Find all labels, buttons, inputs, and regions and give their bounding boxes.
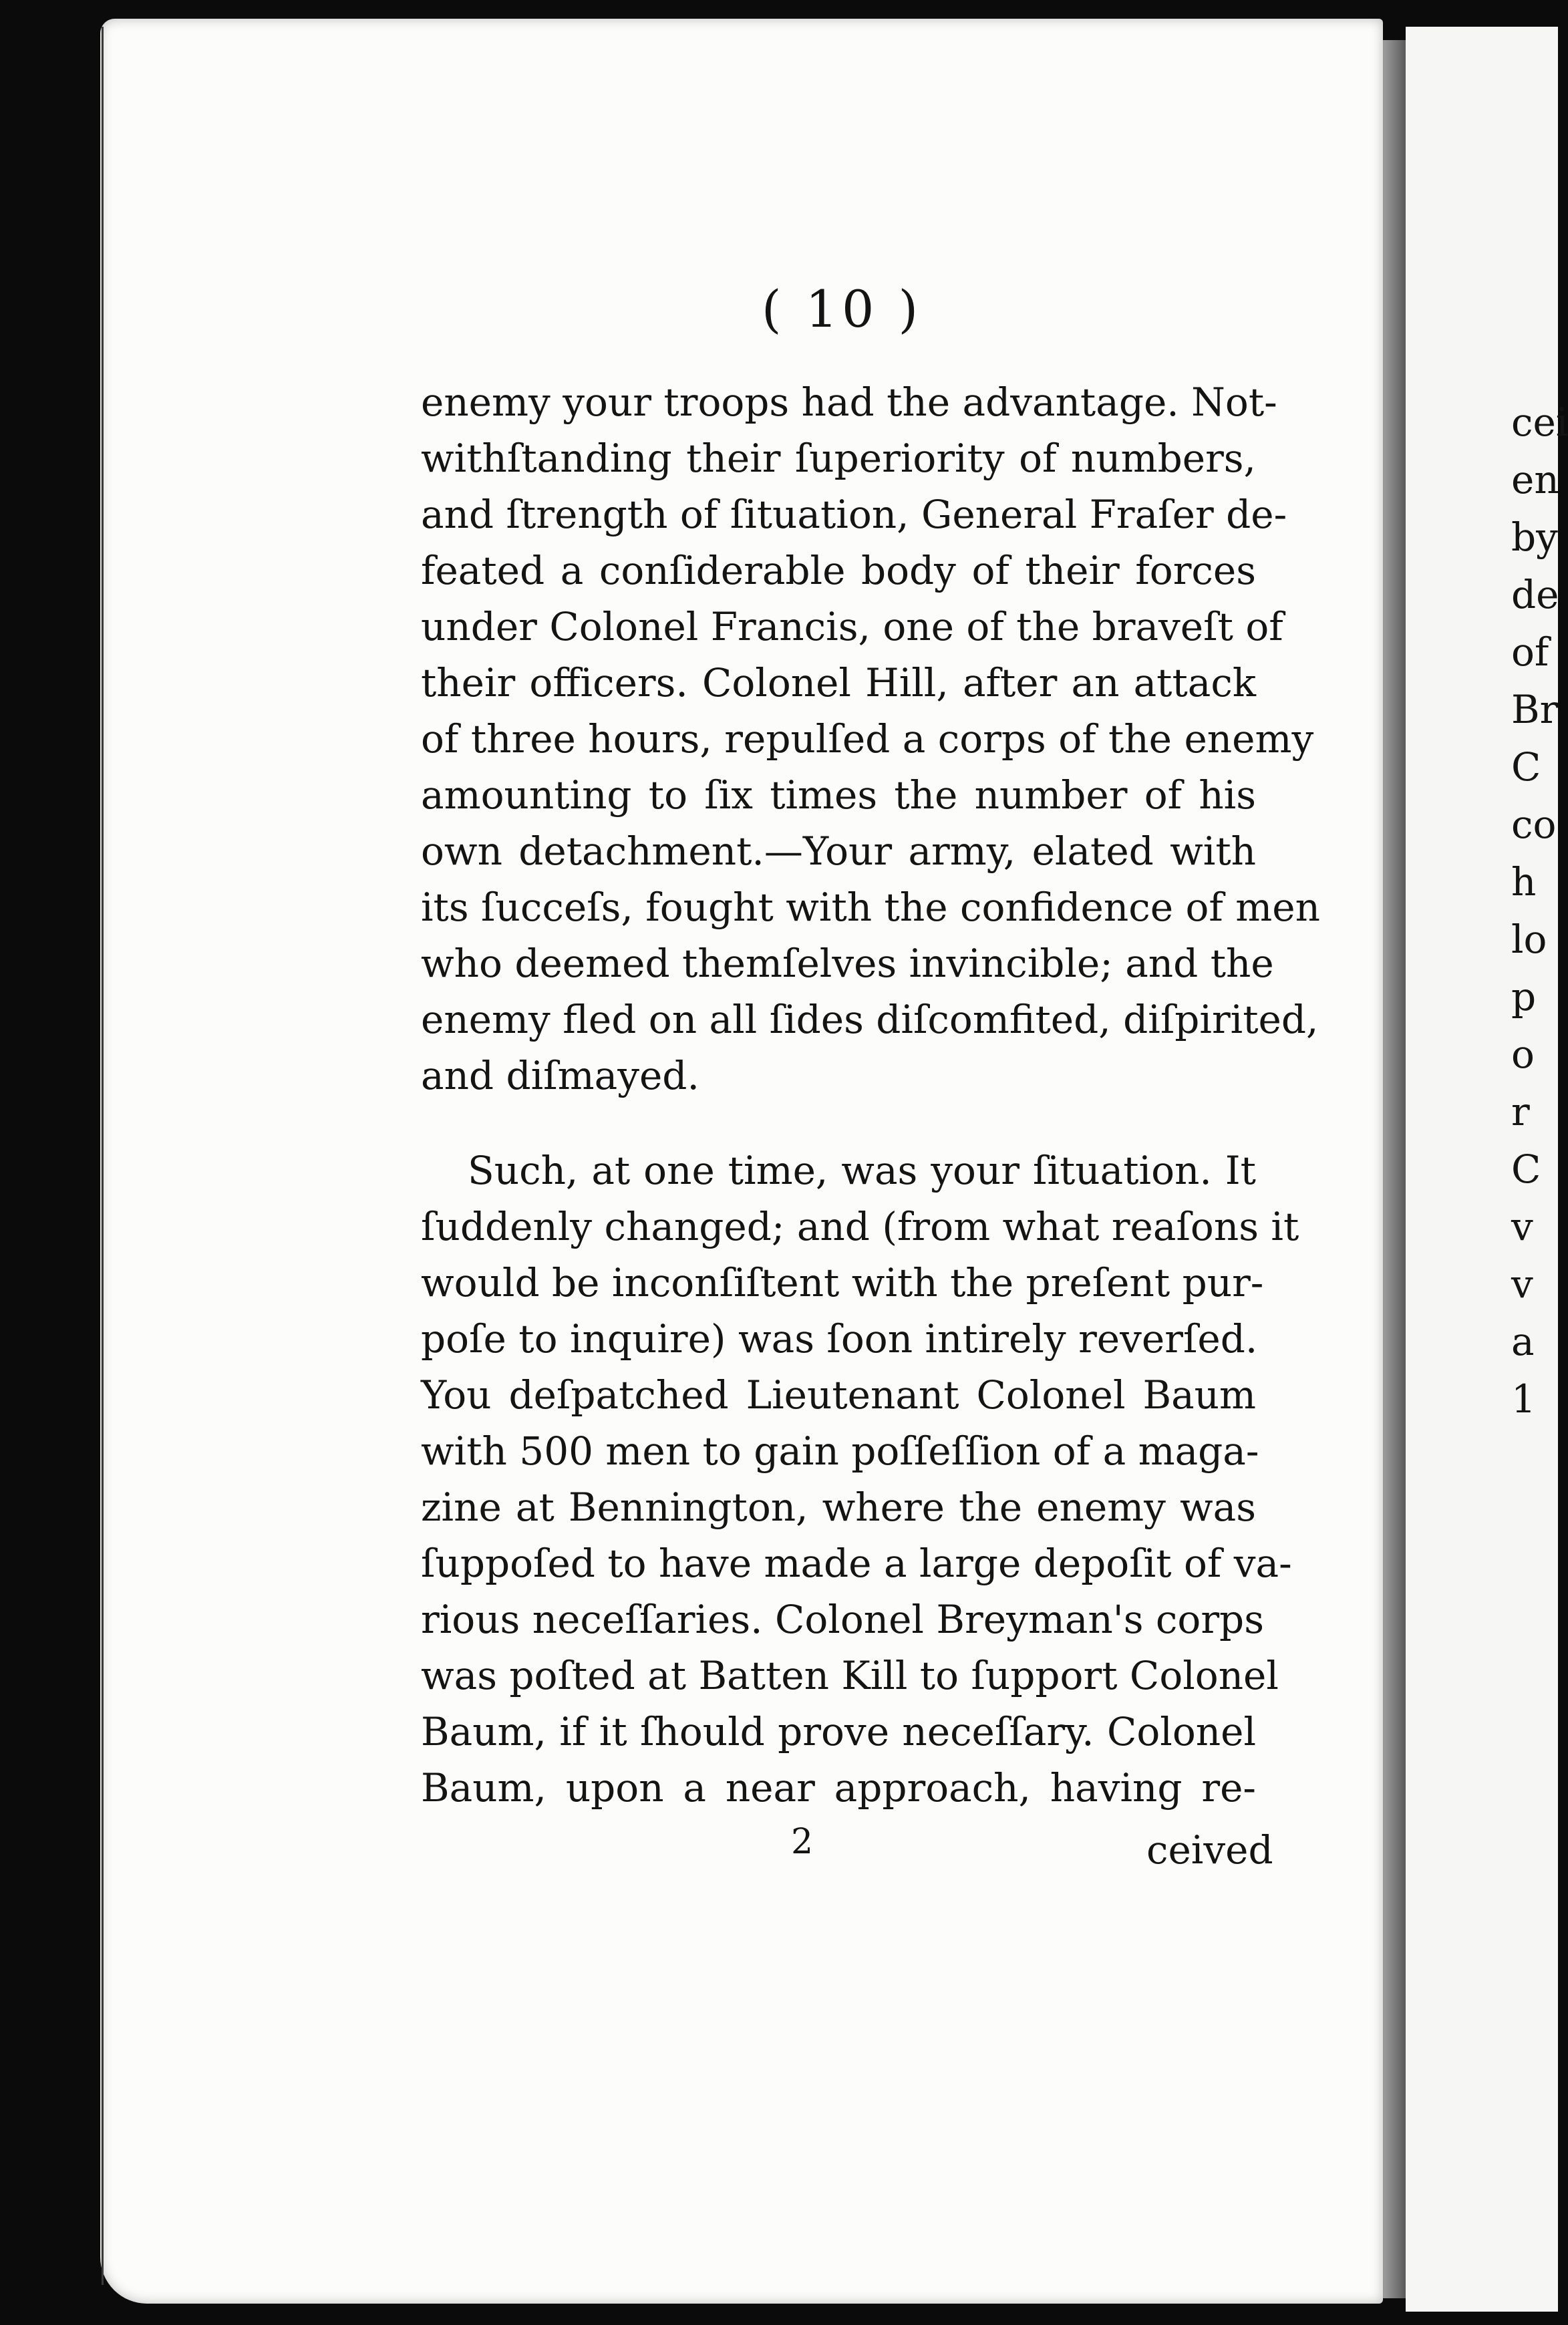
text-line: under Colonel Francis, one of the braveſt of <box>421 604 1283 649</box>
text-line: amounting to ſix times the number of his <box>421 772 1256 818</box>
facing-page-fragment: h <box>1511 859 1537 905</box>
facing-page-fragment: by <box>1511 514 1558 560</box>
facing-page-fragment: r <box>1511 1089 1530 1134</box>
text-line: You deſpatched Lieutenant Colonel Baum <box>421 1372 1256 1418</box>
text-line: their officers. Colonel Hill, after an attack <box>421 660 1256 706</box>
facing-page-fragment: co <box>1511 802 1557 847</box>
facing-page-fragment: cei <box>1511 400 1568 445</box>
text-line: its ſucceſs, fought with the confidence of men <box>421 885 1320 930</box>
text-line: and diſmayed. <box>421 1053 699 1098</box>
text-line: own detachment.—Your army, elated with <box>421 828 1256 874</box>
signature-mark: 2 <box>791 1822 814 1862</box>
text-line: and ſtrength of ſituation, General Fraſer de- <box>421 492 1287 537</box>
text-line: enemy fled on all ſides diſcomfited, diſpirited, <box>421 997 1319 1042</box>
text-line: feated a conſiderable body of their forces <box>421 548 1256 593</box>
text-line: Baum, if it ſhould prove neceſſary. Colonel <box>421 1709 1256 1754</box>
text-line: would be inconſiſtent with the preſent pur- <box>421 1260 1264 1305</box>
facing-page-fragment: en <box>1511 457 1559 502</box>
facing-page-fragment: v <box>1511 1204 1533 1249</box>
facing-page-fragment: p <box>1511 974 1537 1020</box>
text-line: withſtanding their ſuperiority of numbers, <box>421 436 1256 481</box>
text-line: ſuddenly changed; and (from what reaſons it <box>421 1204 1299 1249</box>
facing-page-fragment: v <box>1511 1261 1533 1307</box>
text-line: who deemed themſelves invincible; and the <box>421 941 1274 986</box>
text-line: enemy your troops had the advantage. Not- <box>421 379 1277 425</box>
text-line: Such, at one time, was your ſituation. It <box>468 1148 1256 1193</box>
text-line: was poſted at Batten Kill to ſupport Colonel <box>421 1653 1279 1698</box>
facing-page-fragment: 1 <box>1511 1376 1536 1422</box>
text-line: zine at Bennington, where the enemy was <box>421 1485 1256 1530</box>
facing-page-fragment: a <box>1511 1319 1535 1364</box>
text-line: Baum, upon a near approach, having re- <box>421 1765 1256 1811</box>
facing-page-fragment: Br <box>1511 687 1559 732</box>
facing-page-fragment: de <box>1511 572 1559 617</box>
text-line: of three hours, repulſed a corps of the enemy <box>421 716 1314 762</box>
page-edge <box>102 27 104 2285</box>
text-line: poſe to inquire) was ſoon intirely reverſed. <box>421 1316 1258 1362</box>
text-line: with 500 men to gain poſſeſſion of a maga- <box>421 1428 1259 1474</box>
facing-page-fragment: C <box>1511 1146 1541 1192</box>
page-number: ( 10 ) <box>761 279 923 339</box>
facing-page-fragment: C <box>1511 744 1541 790</box>
facing-page-fragment: lo <box>1511 917 1547 962</box>
text-line: rious neceſſaries. Colonel Breyman's corps <box>421 1597 1264 1642</box>
facing-page-fragment: o <box>1511 1032 1535 1077</box>
catchword: ceived <box>1146 1827 1273 1873</box>
text-line: ſuppoſed to have made a large depoſit of va- <box>421 1541 1292 1586</box>
facing-page-fragment: of <box>1511 629 1549 675</box>
